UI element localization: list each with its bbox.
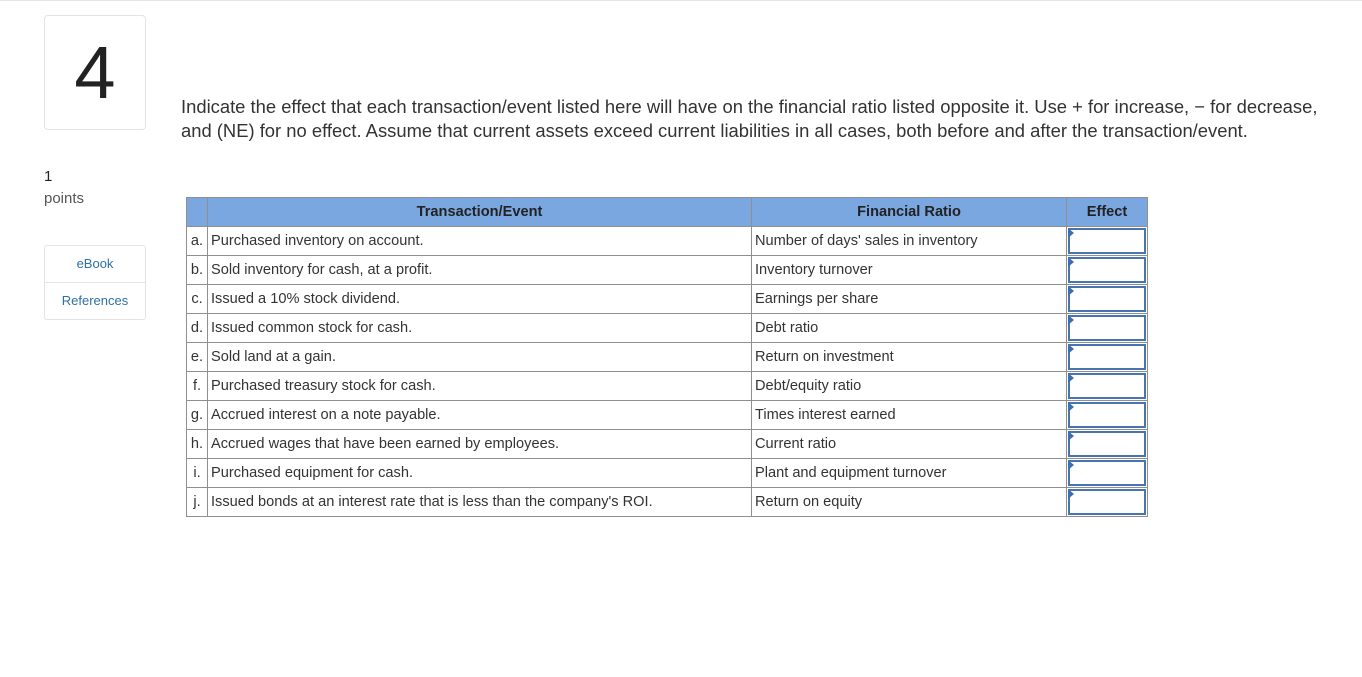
top-divider <box>0 0 1362 1</box>
table-row <box>187 227 1148 256</box>
row-letter: d. <box>187 314 208 343</box>
row-letter: a. <box>187 227 208 256</box>
financial-ratio-cell: Debt ratio <box>752 314 1067 343</box>
dropdown-marker-icon <box>1068 402 1074 412</box>
effect-cell <box>1067 459 1148 488</box>
transaction-event-cell: Purchased equipment for cash. <box>208 459 752 488</box>
financial-ratio-cell: Return on equity <box>752 488 1067 517</box>
dropdown-marker-icon <box>1068 228 1074 238</box>
table-row <box>187 430 1148 459</box>
ratio-effects-table <box>186 197 1148 517</box>
row-letter: b. <box>187 256 208 285</box>
points-value: 1 <box>44 168 53 185</box>
row-letter: g. <box>187 401 208 430</box>
dropdown-marker-icon <box>1068 431 1074 441</box>
financial-ratio-cell: Plant and equipment turnover <box>752 459 1067 488</box>
effect-cell <box>1067 227 1148 256</box>
table-header-row <box>187 198 1148 227</box>
dropdown-marker-icon <box>1068 344 1074 354</box>
transaction-event-cell: Sold land at a gain. <box>208 343 752 372</box>
transaction-event-cell: Purchased treasury stock for cash. <box>208 372 752 401</box>
row-letter: h. <box>187 430 208 459</box>
transaction-event-cell: Purchased inventory on account. <box>208 227 752 256</box>
effect-input[interactable] <box>1068 344 1146 370</box>
row-letter: f. <box>187 372 208 401</box>
transaction-event-cell: Accrued interest on a note payable. <box>208 401 752 430</box>
effect-cell <box>1067 488 1148 517</box>
effect-cell <box>1067 430 1148 459</box>
transaction-event-cell: Issued a 10% stock dividend. <box>208 285 752 314</box>
transaction-event-cell: Sold inventory for cash, at a profit. <box>208 256 752 285</box>
dropdown-marker-icon <box>1068 286 1074 296</box>
dropdown-marker-icon <box>1068 373 1074 383</box>
effect-input[interactable] <box>1068 489 1146 515</box>
question-number: 4 <box>44 15 146 130</box>
effect-cell <box>1067 285 1148 314</box>
question-prompt: Indicate the effect that each transaction/event listed here will have on the financial ratio listed opposite it. Use + for increase, − for decrease, and (NE) for no effect. Assume that current assets exceed current liabilities in all cases, both before and after the transaction/event. <box>181 96 1318 141</box>
row-letter: j. <box>187 488 208 517</box>
effect-input[interactable] <box>1068 315 1146 341</box>
header-letter <box>187 198 208 227</box>
row-letter: c. <box>187 285 208 314</box>
table-row <box>187 372 1148 401</box>
effect-cell <box>1067 372 1148 401</box>
table-row <box>187 488 1148 517</box>
dropdown-marker-icon <box>1068 257 1074 267</box>
effect-cell <box>1067 343 1148 372</box>
financial-ratio-cell: Current ratio <box>752 430 1067 459</box>
table-row <box>187 285 1148 314</box>
effect-input[interactable] <box>1068 257 1146 283</box>
header-transaction-event: Transaction/Event <box>208 198 752 227</box>
transaction-event-cell: Issued common stock for cash. <box>208 314 752 343</box>
header-financial-ratio: Financial Ratio <box>752 198 1067 227</box>
financial-ratio-cell: Return on investment <box>752 343 1067 372</box>
effect-cell <box>1067 256 1148 285</box>
ebook-link[interactable]: eBook <box>76 256 114 271</box>
financial-ratio-cell: Number of days' sales in inventory <box>752 227 1067 256</box>
points-label: points <box>44 190 85 207</box>
effect-input[interactable] <box>1068 228 1146 254</box>
row-letter: i. <box>187 459 208 488</box>
effect-input[interactable] <box>1068 373 1146 399</box>
effect-cell <box>1067 401 1148 430</box>
references-link[interactable]: References <box>45 282 145 319</box>
financial-ratio-cell: Inventory turnover <box>752 256 1067 285</box>
row-letter: e. <box>187 343 208 372</box>
table-row <box>187 256 1148 285</box>
effect-input[interactable] <box>1068 286 1146 312</box>
effect-input[interactable] <box>1068 460 1146 486</box>
transaction-event-cell: Issued bonds at an interest rate that is less than the company's ROI. <box>208 488 752 517</box>
table-row <box>187 459 1148 488</box>
effect-cell <box>1067 314 1148 343</box>
dropdown-marker-icon <box>1068 460 1074 470</box>
header-effect: Effect <box>1067 198 1148 227</box>
effect-input[interactable] <box>1068 402 1146 428</box>
dropdown-marker-icon <box>1068 315 1074 325</box>
dropdown-marker-icon <box>1068 489 1074 499</box>
table-row <box>187 314 1148 343</box>
transaction-event-cell: Accrued wages that have been earned by employees. <box>208 430 752 459</box>
effect-input[interactable] <box>1068 431 1146 457</box>
financial-ratio-cell: Debt/equity ratio <box>752 372 1067 401</box>
table-row <box>187 343 1148 372</box>
financial-ratio-cell: Times interest earned <box>752 401 1067 430</box>
financial-ratio-cell: Earnings per share <box>752 285 1067 314</box>
resource-panel <box>44 245 146 320</box>
table-row <box>187 401 1148 430</box>
